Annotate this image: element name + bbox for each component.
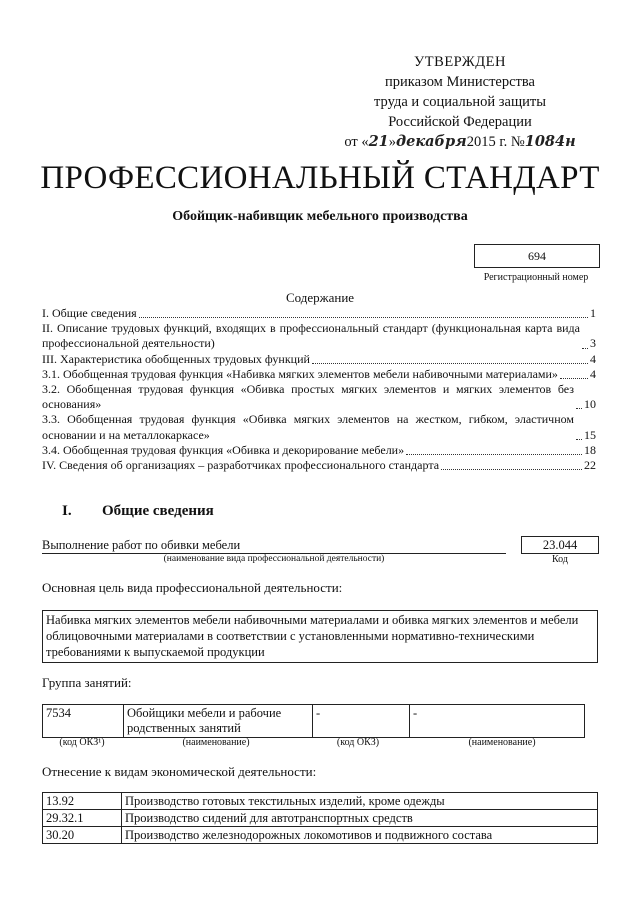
okved-name-cell: Производство железнодорожных локомотивов и подвижного состава xyxy=(122,827,598,844)
toc-item-page: 22 xyxy=(584,458,596,473)
toc-leader xyxy=(582,348,588,349)
approval-title: УТВЕРЖДЕН xyxy=(414,54,506,70)
toc-item[interactable] xyxy=(42,306,596,321)
toc-item[interactable] xyxy=(42,382,596,412)
activity-caption: (наименование вида профессиональной деятельности) xyxy=(163,554,385,564)
toc-item-text: 3.2. Обобщенная трудовая функция «Обивка простых мягких элементов и мягких элементов без основания» xyxy=(42,382,574,412)
toc-leader xyxy=(441,469,582,470)
approval-line: Российской Федерации xyxy=(388,114,532,130)
goal-text-box: Набивка мягких элементов мебели набивочными материалами и обивка мягких элементов и мебели облицовочными материалами в соответствии с установленными нормативно-техническими требованиями к выпускаемой продукции xyxy=(42,610,598,663)
toc-item-text: III. Характеристика обобщенных трудовых функций xyxy=(42,351,310,366)
table-row xyxy=(43,810,598,827)
occupation-group-table xyxy=(42,704,585,738)
toc-leader xyxy=(139,317,588,318)
toc-leader xyxy=(406,454,582,455)
activity-code-caption: Код xyxy=(552,554,568,565)
toc-item-text: 3.3. Обобщенная трудовая функция «Обивка мягких элементов на жестком, гибком, эластичном основании и на металлокаркасе» xyxy=(42,412,574,442)
toc-leader xyxy=(576,439,582,440)
toc-item-page: 4 xyxy=(590,351,596,366)
order-day: 21 xyxy=(368,133,389,150)
toc-item[interactable] xyxy=(42,412,596,442)
toc-item-text: 3.4. Обобщенная трудовая функция «Обивка и декорирование мебели» xyxy=(42,442,405,457)
okved-name-cell: Производство готовых текстильных изделий, кроме одежды xyxy=(122,793,598,810)
toc-leader xyxy=(312,363,588,364)
okz-code-cell: 7534 xyxy=(43,705,124,738)
registration-caption: Регистрационный номер xyxy=(483,272,589,283)
okved-name-cell: Производство сидений для автотранспортных средств xyxy=(122,810,598,827)
activity-name: Выполнение работ по обивки мебели xyxy=(42,537,506,554)
table-of-contents xyxy=(42,306,596,473)
economic-activity-table xyxy=(42,792,598,844)
document-title: ПРОФЕССИОНАЛЬНЫЙ СТАНДАРТ xyxy=(40,160,600,196)
group-label: Группа занятий: xyxy=(42,675,132,690)
group-caption: (наименование) xyxy=(182,737,250,748)
section-title: Общие сведения xyxy=(102,503,214,519)
toc-item-text: IV. Сведения об организациях – разработчиках профессионального стандарта xyxy=(42,458,440,473)
section-number: I. xyxy=(62,503,72,519)
toc-item-page: 15 xyxy=(584,427,596,442)
toc-item-page: 1 xyxy=(590,306,596,320)
okved-code-cell: 13.92 xyxy=(43,793,122,810)
toc-item[interactable] xyxy=(42,443,596,458)
group-caption: (код ОКЗ¹) xyxy=(59,737,105,748)
toc-heading: Содержание xyxy=(285,290,355,305)
approval-line: приказом Министерства xyxy=(385,74,535,90)
econ-label: Отнесение к видам экономической деятельности: xyxy=(42,764,317,779)
order-number: 1084н xyxy=(524,133,576,150)
toc-item-page: 4 xyxy=(590,366,596,381)
activity-code-box: 23.044 xyxy=(521,536,599,554)
toc-item-text: I. Общие сведения xyxy=(42,306,137,320)
table-row xyxy=(43,827,598,844)
okved-code-cell: 30.20 xyxy=(43,827,122,844)
goal-label: Основная цель вида профессиональной деятельности: xyxy=(42,580,343,595)
toc-item-page: 18 xyxy=(584,442,596,457)
order-month: декабря xyxy=(396,133,467,150)
toc-leader xyxy=(560,378,588,379)
toc-item-page: 10 xyxy=(584,397,596,412)
order-year: 2015 г. № xyxy=(466,134,525,150)
table-row xyxy=(43,705,585,738)
toc-item[interactable] xyxy=(42,458,596,473)
order-mid: » xyxy=(388,134,397,150)
toc-item-page: 3 xyxy=(590,336,596,351)
table-row xyxy=(43,793,598,810)
okved-code-cell: 29.32.1 xyxy=(43,810,122,827)
group-caption: (наименование) xyxy=(468,737,536,748)
approval-block xyxy=(330,52,590,152)
registration-number-box: 694 xyxy=(474,244,600,268)
order-prefix: от « xyxy=(344,134,369,150)
toc-item[interactable] xyxy=(42,367,596,382)
toc-item-text: 3.1. Обобщенная трудовая функция «Набивка мягких элементов мебели набивочными материалами» xyxy=(42,366,558,381)
group-caption: (код ОКЗ) xyxy=(336,737,380,748)
toc-leader xyxy=(576,408,582,409)
okz-code-cell: - xyxy=(313,705,410,738)
okz-name-cell: - xyxy=(410,705,585,738)
order-line xyxy=(330,132,590,152)
toc-item[interactable] xyxy=(42,352,596,367)
toc-item-text: II. Описание трудовых функций, входящих в профессиональный стандарт (функциональная карта вида профессиональной деятельности) xyxy=(42,321,580,351)
toc-item[interactable] xyxy=(42,321,596,351)
approval-line: труда и социальной защиты xyxy=(374,94,546,110)
document-subtitle: Обойщик-набивщик мебельного производства xyxy=(172,209,468,224)
okz-name-cell: Обойщики мебели и рабочие родственных занятий xyxy=(124,705,313,738)
